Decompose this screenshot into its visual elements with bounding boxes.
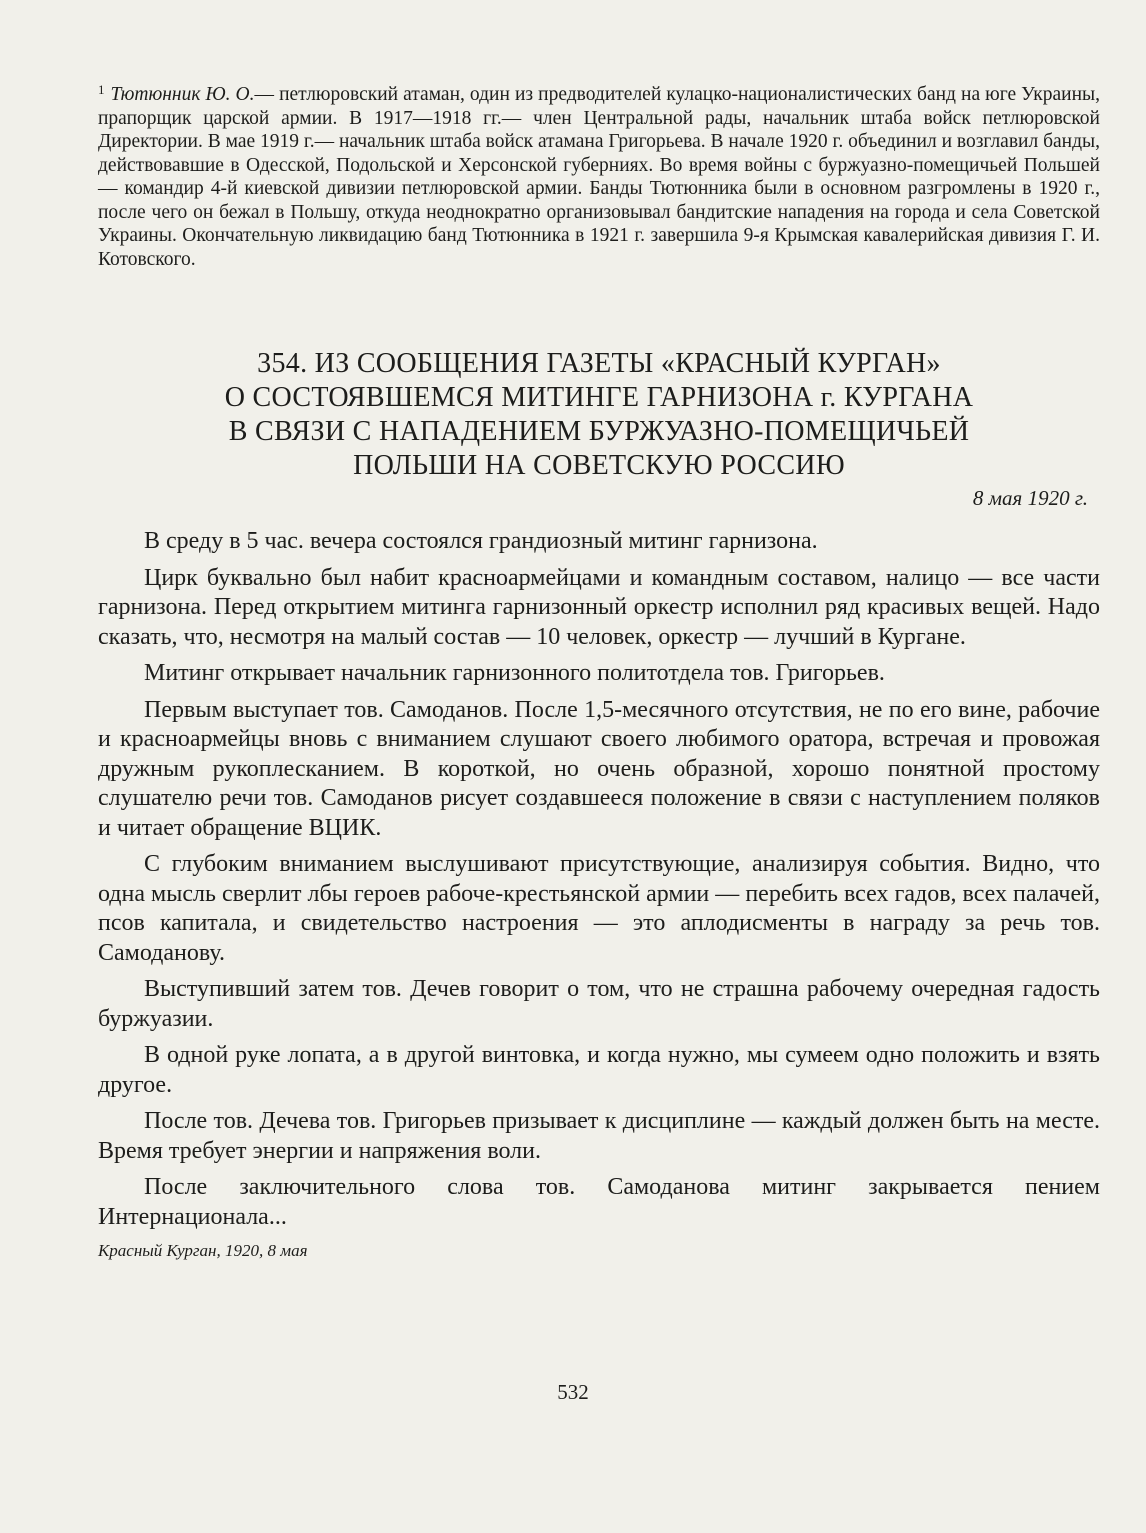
paragraph: Первым выступает тов. Самоданов. После 1,5-месячного отсутствия, не по его вине, рабочие и красноармейцы вновь с вниманием слушают своего любимого оратора, встречая и провожая дружным рукоплесканием. В короткой, но очень образной, хорошо понятной простому слушателю речи тов. Самоданов рисует создавшееся положение в связи с наступлением поляков и читает обращение ВЦИК. (98, 696, 1100, 841)
footnote-name: Тютюнник Ю. О. (110, 84, 255, 105)
title-line: ПОЛЬШИ НА СОВЕТСКУЮ РОССИЮ (353, 450, 845, 481)
paragraph: После заключительного слова тов. Самоданова митинг закрывается пением Интернационала... (98, 1174, 1100, 1230)
paragraph: После тов. Дечева тов. Григорьев призывает к дисциплине — каждый должен быть на месте. Время требует энергии и напряжения воли. (98, 1108, 1100, 1164)
paragraph: Цирк буквально был набит красноармейцами и командным составом, налицо — все части гарнизона. Перед открытием митинга гарнизонный оркестр исполнил ряд красивых вещей. Надо сказать, что, несмотря на малый состав — 10 человек, оркестр — лучший в Кургане. (98, 564, 1100, 650)
footnote (98, 78, 1100, 271)
page-number: 532 (557, 1380, 589, 1404)
paragraph: С глубоким вниманием выслушивают присутствующие, анализируя события. Видно, что одна мысль сверлит лбы героев рабоче-крестьянской армии — перебить всех гадов, всех палачей, псов капитала, и свидетельство настроения — это аплодисменты в награду за речь тов. Самоданову. (98, 851, 1100, 966)
footnote-mark: 1 (98, 82, 105, 97)
document-date: 8 мая 1920 г. (972, 486, 1088, 510)
footnote-text: — петлюровский атаман, один из предводителей кулацко-националистических банд на юге Украины, прапорщик царской армии. В 1917—1918 гг.— член Центральной рады, начальник штаба войск петлюровской Директории. В мае 1919 г.— начальник штаба войск атамана Григорьева. В начале 1920 г. объединил и возглавил банды, действовавшие в Одесской, Подольской и Херсонской губерниях. Во время войны с буржуазно-помещичьей Польшей — командир 4-й киевской дивизии петлюровской армии. Банды Тютюнника были в основном разгромлены в 1920 г., после чего он бежал в Польшу, откуда неоднократно организовывал бандитские нападения на города и села Советской Украины. Окончательную ликвидацию банд Тютюнника в 1921 г. завершила 9-я Крымская кавалерийская дивизия Г. И. Котовского. (98, 84, 1100, 270)
source-citation: Красный Курган, 1920, 8 мая (98, 1241, 308, 1260)
title-line: 354. ИЗ СООБЩЕНИЯ ГАЗЕТЫ «КРАСНЫЙ КУРГАН» (257, 348, 941, 379)
paragraph: В одной руке лопата, а в другой винтовка, и когда нужно, мы сумеем одно положить и взять другое. (98, 1042, 1100, 1098)
title-line: В СВЯЗИ С НАПАДЕНИЕМ БУРЖУАЗНО-ПОМЕЩИЧЬЕЙ (228, 416, 970, 447)
paragraph: Выступивший затем тов. Дечев говорит о том, что не страшна рабочему очередная гадость буржуазии. (98, 976, 1100, 1032)
paragraph: Митинг открывает начальник гарнизонного политотдела тов. Григорьев. (144, 660, 885, 686)
paragraph: В среду в 5 час. вечера состоялся грандиозный митинг гарнизона. (144, 528, 818, 554)
document-body (98, 527, 1100, 1232)
document-title (98, 347, 1100, 483)
title-line: О СОСТОЯВШЕМСЯ МИТИНГЕ ГАРНИЗОНА г. КУРГАНА (224, 382, 974, 413)
